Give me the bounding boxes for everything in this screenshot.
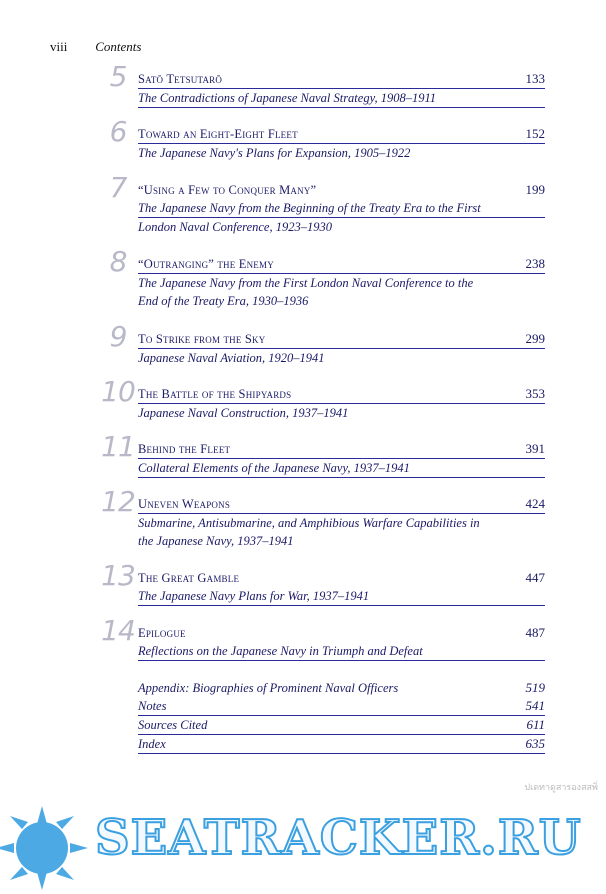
toc-entry-7[interactable] <box>98 171 545 236</box>
back-matter-page[interactable]: 541 <box>525 698 545 713</box>
chapter-title[interactable]: Behind the Fleet <box>138 442 231 456</box>
chapter-subtitle[interactable]: Collateral Elements of the Japanese Navy, 1937–1941 <box>138 459 545 478</box>
chapter-page[interactable]: 391 <box>525 441 545 456</box>
chapter-subtitle[interactable]: The Japanese Navy's Plans for Expansion, 1905–1922 <box>138 146 411 160</box>
chapter-title-row[interactable] <box>138 385 545 404</box>
chapter-page[interactable]: 353 <box>525 386 545 401</box>
toc-entry-10[interactable] <box>98 375 545 422</box>
chapter-title-row[interactable] <box>138 181 545 199</box>
toc-entry-13[interactable] <box>98 559 545 606</box>
back-matter-appendix[interactable] <box>138 679 545 697</box>
chapter-title-row[interactable] <box>138 70 545 89</box>
chapter-title[interactable]: The Battle of the Shipyards <box>138 387 292 401</box>
chapter-subtitle-line[interactable]: The Japanese Navy from the Beginning of the Treaty Era to the First <box>138 199 545 218</box>
chapter-title[interactable]: “Outranging” the Enemy <box>138 257 274 271</box>
toc-entry-11[interactable] <box>98 430 545 478</box>
chapter-number: 14 <box>101 614 135 647</box>
chapter-page[interactable]: 447 <box>525 570 545 585</box>
chapter-subtitle[interactable]: The Japanese Navy Plans for War, 1937–1941 <box>138 587 545 606</box>
chapter-title-row[interactable] <box>138 495 545 514</box>
page-folio: viii <box>50 39 68 54</box>
chapter-number: 12 <box>101 485 135 518</box>
chapter-number: 5 <box>109 60 127 93</box>
chapter-number: 9 <box>109 320 127 353</box>
back-matter-list <box>138 679 545 754</box>
back-matter-page[interactable]: 635 <box>525 736 545 751</box>
chapter-title[interactable]: Satō Tetsutarō <box>138 72 223 86</box>
chapter-page[interactable]: 152 <box>525 126 545 141</box>
chapter-page[interactable]: 199 <box>525 182 545 197</box>
chapter-subtitle-line[interactable]: End of the Treaty Era, 1930–1936 <box>138 294 309 308</box>
chapter-title-row[interactable] <box>138 125 545 144</box>
back-matter-title[interactable]: Sources Cited <box>138 718 208 732</box>
chapter-number: 10 <box>101 375 135 408</box>
chapter-page[interactable]: 133 <box>525 71 545 86</box>
chapter-title[interactable]: To Strike from the Sky <box>138 332 266 346</box>
chapter-number: 11 <box>101 430 135 463</box>
chapter-title[interactable]: Epilogue <box>138 626 186 640</box>
toc-entry-14[interactable] <box>98 614 545 661</box>
chapter-page[interactable]: 238 <box>525 256 545 271</box>
chapter-title[interactable]: Toward an Eight-Eight Fleet <box>138 127 298 141</box>
back-matter-title[interactable]: Appendix: Biographies of Prominent Naval Officers <box>138 681 399 695</box>
chapter-title-row[interactable] <box>138 624 545 642</box>
chapter-title[interactable]: Uneven Weapons <box>138 497 231 511</box>
back-matter-title[interactable]: Index <box>138 737 166 751</box>
chapter-title-row[interactable] <box>138 569 545 587</box>
back-matter-title[interactable]: Notes <box>138 699 167 713</box>
chapter-subtitle-line[interactable]: London Naval Conference, 1923–1930 <box>138 220 332 234</box>
back-matter-notes[interactable] <box>138 697 545 716</box>
running-header <box>50 39 141 55</box>
chapter-subtitle-line[interactable]: The Japanese Navy from the First London Naval Conference to the <box>138 276 474 290</box>
chapter-title[interactable]: “Using a Few to Conquer Many” <box>138 183 317 197</box>
chapter-number: 13 <box>101 559 135 592</box>
scanner-signature: ปเดทาดูสารองสสพิ่ <box>524 782 598 792</box>
chapter-title-row[interactable] <box>138 330 545 349</box>
chapter-page[interactable]: 424 <box>525 496 545 511</box>
header-title: Contents <box>95 39 142 54</box>
chapter-title-row[interactable] <box>138 440 545 459</box>
toc-entry-8[interactable] <box>98 245 545 310</box>
chapter-number: 7 <box>109 171 127 204</box>
watermark-site-name: SEATRACKER.RU <box>95 810 582 866</box>
chapter-subtitle[interactable]: The Contradictions of Japanese Naval Strategy, 1908–1911 <box>138 89 545 108</box>
toc-entry-5[interactable] <box>98 60 545 108</box>
chapter-subtitle-line[interactable]: the Japanese Navy, 1937–1941 <box>138 534 294 548</box>
chapter-number: 8 <box>109 245 127 278</box>
back-matter-index[interactable] <box>138 735 545 754</box>
chapter-title[interactable]: The Great Gamble <box>138 571 240 585</box>
chapter-subtitle[interactable]: Reflections on the Japanese Navy in Triumph and Defeat <box>138 642 545 661</box>
toc-entry-12[interactable] <box>98 485 545 550</box>
toc-entry-9[interactable] <box>98 320 545 367</box>
chapter-title-row[interactable] <box>138 255 545 274</box>
chapter-page[interactable]: 299 <box>525 331 545 346</box>
chapter-subtitle[interactable]: Japanese Naval Aviation, 1920–1941 <box>138 351 325 365</box>
back-matter-sources[interactable] <box>138 716 545 735</box>
back-matter-page[interactable]: 519 <box>525 680 545 695</box>
chapter-subtitle[interactable]: Japanese Naval Construction, 1937–1941 <box>138 406 349 420</box>
back-matter-page[interactable]: 611 <box>526 717 545 732</box>
chapter-number: 6 <box>109 115 127 148</box>
chapter-subtitle-line[interactable]: Submarine, Antisubmarine, and Amphibious Warfare Capabilities in <box>138 516 480 530</box>
toc-entry-6[interactable] <box>98 115 545 162</box>
chapter-page[interactable]: 487 <box>525 625 545 640</box>
